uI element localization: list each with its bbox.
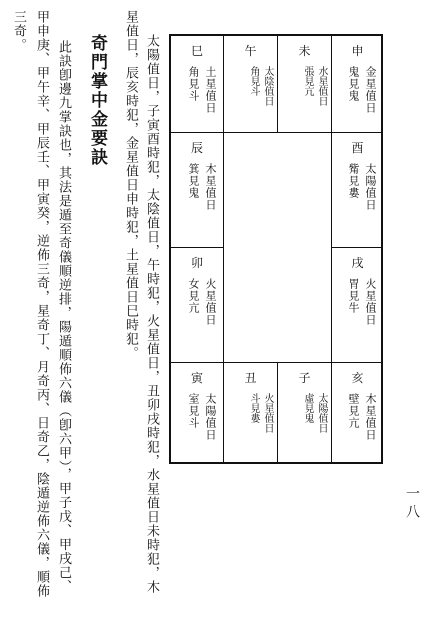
cell-xu: [332, 248, 383, 363]
star-line: 角見斗: [248, 66, 259, 96]
star-line: 胃見牛: [347, 278, 360, 314]
branch-label: 亥: [351, 371, 364, 385]
planet-line: 木星值日: [364, 393, 377, 441]
planet-line: 太陽值日: [204, 393, 217, 441]
body-line-2: 甲申庚、甲午辛、甲辰壬、甲寅癸，逆佈三奇，星奇丁、月奇丙、日奇乙，陰遁逆佈六儀，順佈: [34, 10, 49, 598]
note-line-2: 星值日，辰亥時犯，金星值日申時犯，土星值日巳時犯。: [123, 10, 138, 360]
cell-you: [332, 133, 383, 248]
branch-label: 辰: [190, 141, 203, 155]
star-line: 壁見亢: [347, 393, 360, 429]
planet-line: 太陽值日: [316, 393, 327, 433]
branch-label: 未: [298, 44, 311, 58]
planet-line: 金星值日: [364, 66, 377, 114]
body-line-1: 此訣卽邊九掌訣也，其法是遁至奇儀順逆排，陽遁順佈六儀（卽六甲），甲子戊、甲戌己、: [56, 40, 71, 594]
star-line: 鬼見鬼: [347, 66, 360, 102]
cell-wei: [278, 36, 332, 133]
star-line: 虛見鬼: [302, 393, 313, 423]
cell-zi: [278, 363, 332, 462]
star-line: 女見亢: [187, 278, 200, 314]
branch-label: 寅: [190, 371, 203, 385]
star-line: 斗見婁: [248, 393, 259, 423]
cell-mao: [171, 248, 224, 363]
branch-label: 巳: [190, 44, 203, 58]
planet-line: 火星值日: [364, 278, 377, 326]
star-line: 室見斗: [187, 393, 200, 429]
cell-wu: [224, 36, 278, 133]
planet-line: 太陰值日: [262, 66, 273, 106]
planet-line: 水星值日: [316, 66, 327, 106]
center-blank: [224, 133, 332, 363]
planet-line: 土星值日: [204, 66, 217, 114]
branch-label: 酉: [351, 141, 364, 155]
branch-label: 午: [244, 44, 257, 58]
body-line-3: 三奇。: [11, 10, 26, 52]
planet-line: 太陽值日: [364, 163, 377, 211]
star-line: 觜見婁: [347, 163, 360, 199]
cell-yin: [171, 363, 224, 462]
planet-line: 火星值日: [262, 393, 273, 433]
branch-label: 卯: [190, 256, 203, 270]
star-line: 角見斗: [187, 66, 200, 102]
cell-hai: [332, 363, 383, 462]
cell-chou: [224, 363, 278, 462]
branch-label: 申: [351, 44, 364, 58]
note-line-1: 太陽值日，子寅酉時犯，太陰值日，午時犯，火星值日，丑卯戌時犯，水星值日未時犯，木: [144, 34, 159, 594]
star-line: 箕見鬼: [187, 163, 200, 199]
cell-si: [171, 36, 224, 133]
branch-label: 子: [298, 371, 311, 385]
cell-chen: [171, 133, 224, 248]
section-heading: 奇門掌中金要訣: [87, 34, 107, 167]
cell-shen: [332, 36, 383, 133]
page-number: 一八: [404, 486, 420, 522]
star-line: 張見亢: [302, 66, 313, 96]
planet-line: 木星值日: [204, 163, 217, 211]
planet-line: 火星值日: [204, 278, 217, 326]
branch-label: 戌: [351, 256, 364, 270]
branch-label: 丑: [244, 371, 257, 385]
palm-grid: [169, 34, 383, 464]
